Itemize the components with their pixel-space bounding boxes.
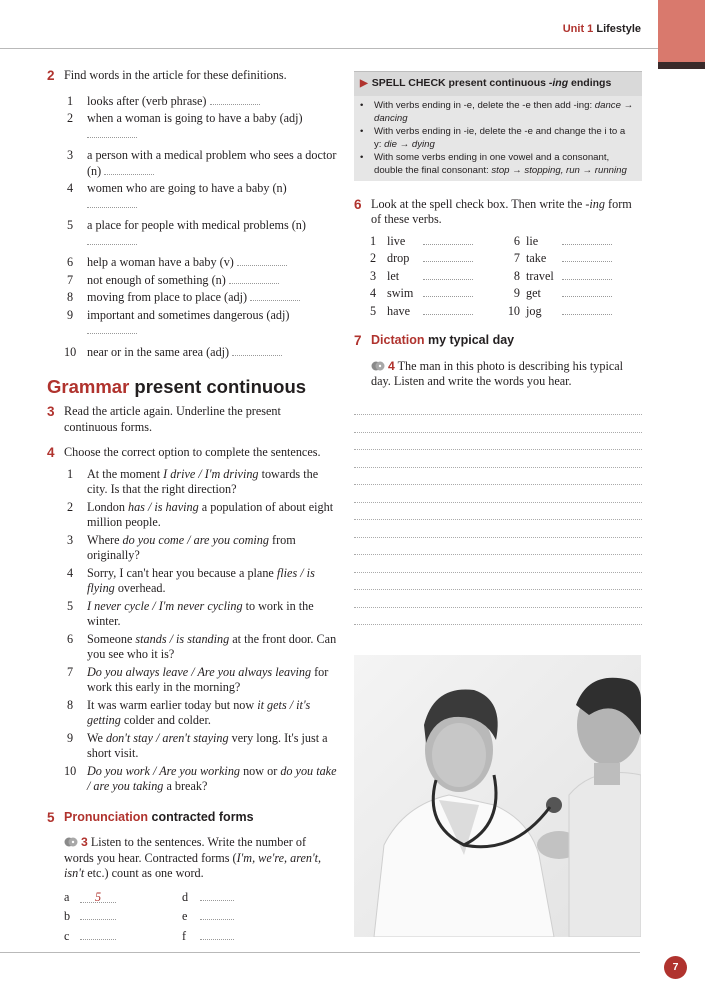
section-title: contracted forms: [151, 809, 254, 824]
answer-blank[interactable]: [423, 235, 473, 245]
option-choice[interactable]: Do you work / Are you working: [87, 763, 241, 778]
writing-line[interactable]: [354, 503, 642, 521]
answer-blank[interactable]: [562, 270, 612, 280]
right-column: [354, 68, 642, 625]
definition-item: 8 moving from place to place (adj): [67, 290, 337, 306]
exercise-5: [47, 810, 337, 945]
answer-blank[interactable]: [423, 252, 473, 262]
sentence-item: 3 Where do you come / are you coming from originally?: [67, 532, 296, 562]
section-label: Dictation: [371, 333, 425, 347]
unit-label: Unit 1: [562, 23, 594, 35]
answer-blank[interactable]: [562, 287, 612, 297]
answer-blank[interactable]: [237, 256, 287, 266]
exercise-2: [47, 68, 337, 360]
definition-item: 6 help a woman have a baby (v): [67, 255, 337, 271]
sentence-item: 6 Someone stands / is standing at the front door. Can you see who it is?: [67, 631, 337, 661]
answer-blank[interactable]: [104, 165, 154, 175]
verb-item: 9 get: [500, 286, 630, 302]
answer-blank[interactable]: [229, 274, 279, 284]
sentence-item: 8 It was warm earlier today but now it gets / it's getting colder and colder.: [67, 697, 311, 727]
answer-blank[interactable]: [87, 198, 137, 208]
left-column: [47, 68, 337, 944]
exercise-number: 6: [354, 196, 362, 212]
verb-item: 2 drop: [370, 251, 500, 267]
answer-blank[interactable]: [250, 291, 300, 301]
definition-item: 5 a place for people with medical problems (n): [67, 218, 337, 249]
bullet-icon: •: [360, 151, 364, 163]
verb-item: 3 let: [370, 269, 500, 285]
writing-line[interactable]: [354, 555, 642, 573]
answer-item: a 5: [64, 890, 182, 906]
exercise-instruction: Read the article again. Underline the present continuous forms.: [64, 404, 281, 434]
verb-item: 8 travel: [500, 269, 630, 285]
exercise-6: [354, 197, 642, 320]
writing-line[interactable]: [354, 450, 642, 468]
section-label: Pronunciation: [64, 809, 149, 824]
answer-grid: [64, 890, 337, 945]
spell-rule: • With some verbs ending in one vowel and a consonant, double the final consonant: stop → stopping, run → running: [360, 151, 627, 176]
exercise-number: 3: [47, 404, 55, 419]
definition-item: 2 when a woman is going to have a baby (adj): [67, 111, 337, 142]
writing-line[interactable]: [354, 415, 642, 433]
writing-line[interactable]: [354, 608, 642, 626]
exercise-number: 7: [354, 333, 362, 348]
answer-blank[interactable]: [232, 346, 282, 356]
exercise-instruction: Look at the spell check box. Then write the -ing form of these verbs.: [371, 196, 632, 226]
track-number: 3: [81, 835, 88, 849]
writing-line[interactable]: [354, 398, 642, 416]
definition-item: 1 looks after (verb phrase): [67, 94, 337, 110]
track-number: 4: [388, 358, 395, 373]
option-choice[interactable]: don't stay / aren't staying: [105, 730, 229, 745]
option-choice[interactable]: I drive / I'm driving: [163, 466, 259, 481]
spell-rule: • With verbs ending in -ie, delete the -e and change the i to a y: die → dying: [360, 125, 626, 150]
option-choice[interactable]: Do you always leave / Are you always leaving: [87, 664, 312, 679]
running-header: [563, 22, 641, 38]
answer-blank[interactable]: [87, 128, 137, 138]
option-choice[interactable]: stands / is standing: [135, 631, 230, 646]
photo-illustration: [354, 655, 641, 937]
dictation-lines[interactable]: [354, 398, 642, 626]
spell-rule: • With verbs ending in -e, delete the -e then add -ing: dance → dancing: [360, 99, 634, 124]
sentence-item: 9 We don't stay / aren't staying very long. It's just a short visit.: [67, 730, 328, 760]
answer-blank[interactable]: [200, 930, 234, 940]
writing-line[interactable]: [354, 468, 642, 486]
section-title: my typical day: [427, 333, 515, 347]
sentence-item: 5 I never cycle / I'm never cycling to work in the winter.: [67, 598, 314, 628]
answer-blank[interactable]: [423, 287, 473, 297]
header-tab: [658, 0, 705, 62]
writing-line[interactable]: [354, 485, 642, 503]
sentence-item: 1 At the moment I drive / I'm driving towards the city. Is that the right direction?: [67, 466, 319, 496]
answer-blank[interactable]: [200, 910, 234, 920]
answer-blank[interactable]: [87, 324, 137, 334]
answer-blank[interactable]: [562, 252, 612, 262]
definition-item: 10 near or in the same area (adj): [64, 345, 337, 361]
sentence-item: 7 Do you always leave / Are you always leaving for work this early in the morning?: [67, 664, 329, 694]
exercise-instruction: Find words in the article for these definitions.: [64, 68, 287, 82]
exercise-4: [47, 445, 337, 795]
exercise-instruction: Choose the correct option to complete the sentences.: [64, 445, 321, 459]
answer-blank[interactable]: 5: [80, 890, 116, 903]
answer-item: e: [182, 909, 262, 925]
option-choice[interactable]: it gets / it's getting: [87, 697, 311, 727]
exercise-5-instruction: 3 Listen to the sentences. Write the number of words you hear. Contracted forms (I'm, we're, aren't, isn't etc.) count as one word.: [64, 835, 322, 880]
answer-blank[interactable]: [200, 891, 234, 901]
verb-item: 6 lie: [500, 234, 630, 250]
header-tab-shadow: [658, 62, 705, 69]
spell-check-box: [354, 71, 642, 181]
answer-blank[interactable]: [80, 910, 116, 920]
answer-blank[interactable]: [562, 305, 612, 315]
writing-line[interactable]: [354, 590, 642, 608]
option-choice[interactable]: do you come / are you coming: [122, 532, 269, 547]
option-choice[interactable]: has / is having: [127, 499, 199, 514]
writing-line[interactable]: [354, 433, 642, 451]
bullet-icon: •: [360, 125, 364, 137]
exercise-3: [47, 404, 337, 435]
verb-item: 4 swim: [370, 286, 500, 302]
exercise-number: 5: [47, 809, 55, 825]
audio-cd-icon[interactable]: [371, 361, 385, 371]
answer-item: b: [64, 909, 182, 925]
verb-item: 10 jog: [500, 304, 630, 320]
definition-item: 4 women who are going to have a baby (n): [67, 181, 337, 212]
exercise-number: 4: [47, 445, 55, 460]
header-rule: [0, 48, 705, 49]
sentence-item: 4 Sorry, I can't hear you because a plane flies / is flying overhead.: [67, 565, 315, 595]
writing-line[interactable]: [354, 573, 642, 591]
grammar-heading: Grammar present continuous: [47, 376, 307, 397]
audio-cd-icon[interactable]: [64, 837, 78, 847]
sentence-item: 2 London has / is having a population of about eight million people.: [67, 499, 334, 529]
option-choice[interactable]: flies / is flying: [87, 565, 315, 595]
verb-item: 1 live: [370, 234, 500, 250]
exercise-7-instruction: 4 The man in this photo is describing his typical day. Listen and write the words you hear.: [371, 358, 624, 388]
definition-item: 3 a person with a medical problem who sees a doctor (n): [67, 148, 337, 178]
verb-item: 5 have: [370, 304, 500, 320]
triangle-icon: ▶: [360, 78, 368, 89]
sentence-item: 10 Do you work / Are you working now or do you take / are you taking a break?: [64, 763, 337, 793]
page-number: 7: [664, 956, 687, 979]
answer-item: c: [64, 929, 182, 945]
unit-title: Lifestyle: [596, 23, 641, 35]
option-choice[interactable]: do you take / are you taking: [87, 763, 337, 793]
answer-item: f: [182, 929, 262, 945]
writing-line[interactable]: [354, 520, 642, 538]
answer-blank[interactable]: [87, 235, 137, 245]
option-choice[interactable]: I never cycle / I'm never cycling: [87, 598, 243, 613]
exercise-number: 2: [47, 68, 55, 83]
doctor-with-stethoscope-photo: [354, 655, 641, 937]
verb-item: 7 take: [500, 251, 630, 267]
writing-line[interactable]: [354, 538, 642, 556]
definition-item: 9 important and sometimes dangerous (adj): [67, 308, 337, 339]
spell-check-heading: ▶ SPELL CHECK present continuous -ing endings: [354, 71, 642, 96]
footer-rule: [0, 952, 640, 953]
answer-blank[interactable]: [210, 95, 260, 105]
answer-blank[interactable]: [423, 270, 473, 280]
answer-blank[interactable]: [562, 235, 612, 245]
answer-blank[interactable]: [80, 930, 116, 940]
answer-blank[interactable]: [423, 305, 473, 315]
bullet-icon: •: [360, 99, 364, 111]
exercise-7: [354, 333, 642, 625]
answer-item: d: [182, 890, 262, 906]
definition-item: 7 not enough of something (n): [67, 273, 337, 289]
